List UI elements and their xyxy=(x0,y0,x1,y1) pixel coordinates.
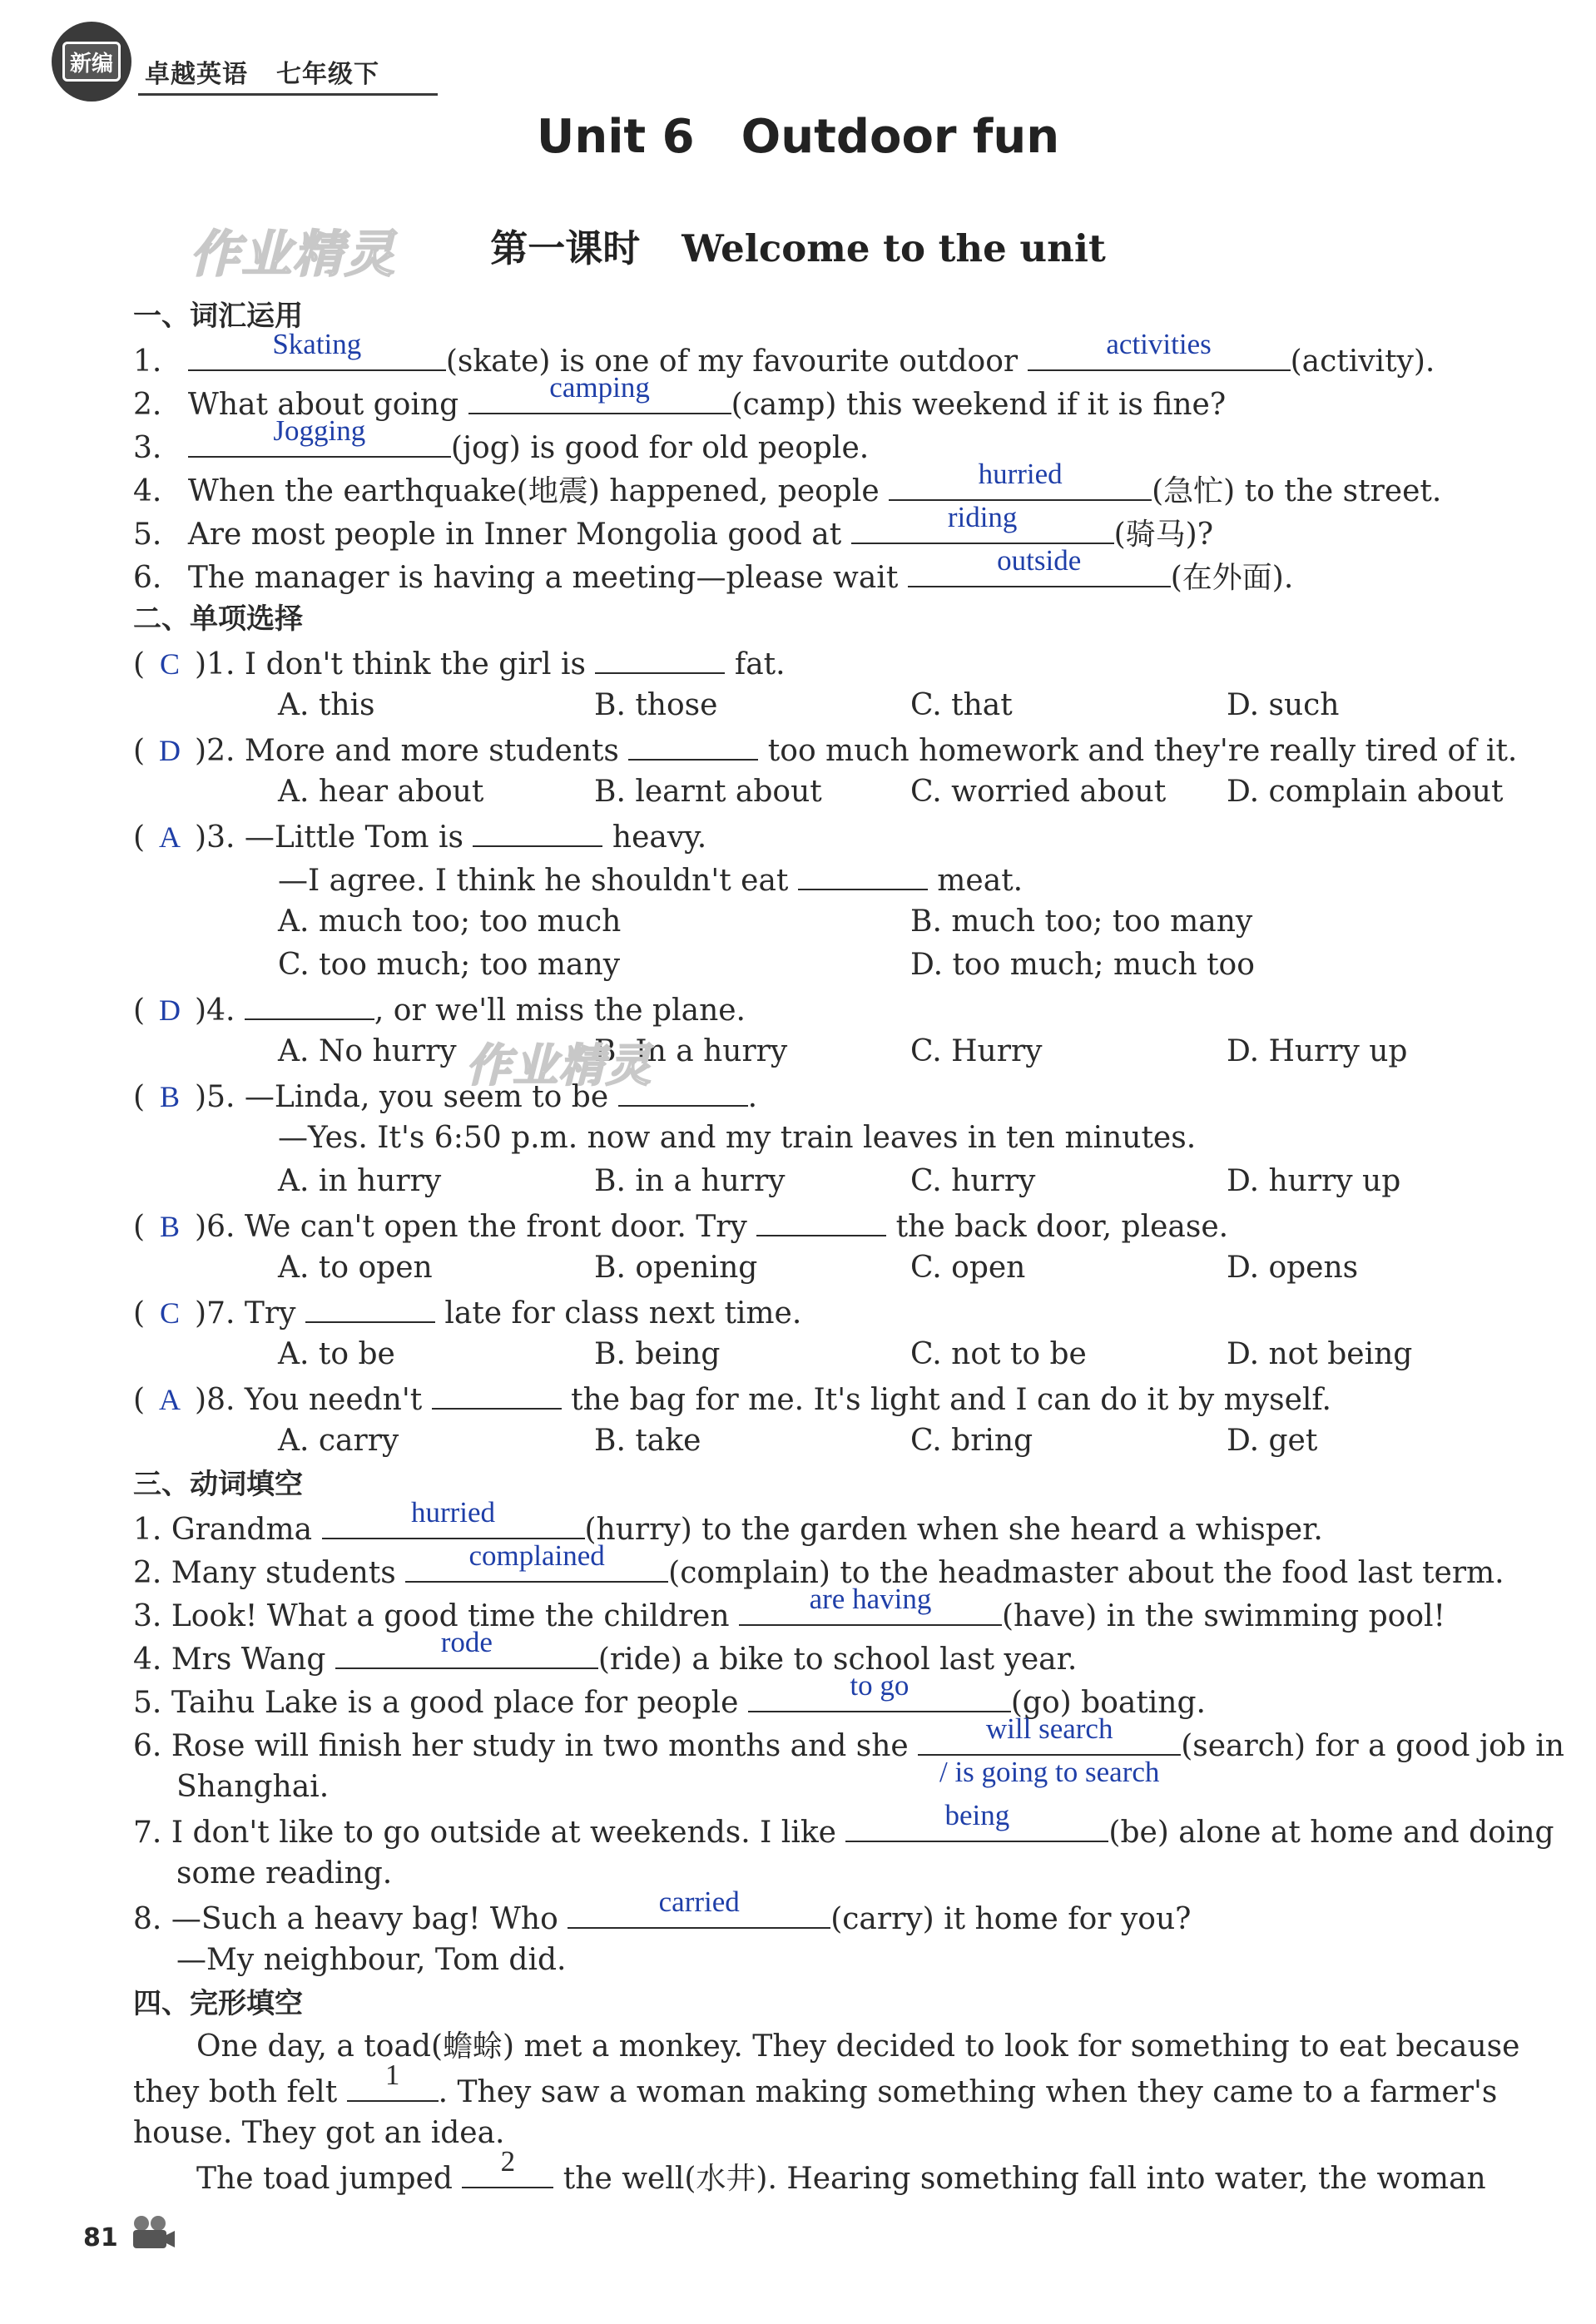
option: D. complain about xyxy=(1227,775,1504,809)
item-number: )2. xyxy=(195,734,235,768)
question-blank xyxy=(595,644,725,674)
item-number: )8. xyxy=(195,1383,235,1417)
question-text: —Yes. It's 6:50 p.m. now and my train leaves in ten minutes. xyxy=(278,1121,1197,1155)
cloze-blank xyxy=(347,2059,439,2102)
mc-question: ( D )2. More and more students too much homework and they're really tired of it. xyxy=(133,731,1517,770)
lesson-title xyxy=(0,218,1596,272)
question-text: too much homework and they're really tired of it. xyxy=(758,734,1518,768)
item-number: )3. xyxy=(195,820,235,855)
verb-item xyxy=(133,1583,1445,1635)
chosen-answer: C xyxy=(160,1296,181,1330)
item-text: (camp) this weekend if it is fine? xyxy=(731,388,1227,422)
question-text-line xyxy=(278,860,1023,899)
item-number: 7. xyxy=(133,1816,162,1850)
cloze-blank xyxy=(462,2145,553,2188)
chosen-answer: A xyxy=(159,820,181,854)
answer-blank xyxy=(405,1539,668,1583)
option: A. this xyxy=(278,688,375,722)
answer: hurried xyxy=(978,458,1063,490)
answer: rode xyxy=(440,1626,493,1658)
chosen-answer: C xyxy=(160,647,181,681)
mc-question: ( A )8. You needn't the bag for me. It's light and I can do it by myself. xyxy=(133,1380,1331,1419)
lesson-number: 第一课时 xyxy=(490,226,641,270)
blank-number: 2 xyxy=(500,2145,516,2178)
item-text: (be) alone at home and doing xyxy=(1108,1816,1554,1850)
lesson-name: Welcome to the unit xyxy=(682,226,1106,270)
chosen-answer: A xyxy=(159,1383,181,1416)
answer: hurried xyxy=(410,1496,496,1529)
cloze-text: One day, a toad(蟾蜍) met a monkey. They decided to look for something to eat because xyxy=(196,2029,1520,2064)
item-text: Look! What a good time the children xyxy=(171,1599,739,1633)
item-number: 8. xyxy=(133,1902,162,1936)
item-text: Shanghai. xyxy=(176,1770,330,1804)
verb-item xyxy=(133,1496,1323,1549)
question-text: We can't open the front door. Try xyxy=(244,1210,757,1244)
item-number: 2. xyxy=(133,1556,162,1590)
section-heading: 二、单项选择 xyxy=(133,602,303,636)
option: C. open xyxy=(910,1251,1026,1285)
cloze-text: . They saw a woman making something when they came to a farmer's xyxy=(438,2075,1498,2109)
answer-blank xyxy=(739,1583,1002,1626)
item-text: (have) in the swimming pool! xyxy=(1001,1599,1445,1633)
question-text: More and more students xyxy=(244,734,629,768)
item-number: 4. xyxy=(133,1643,162,1677)
grade-label: 七年级下 xyxy=(276,60,379,89)
answer-blank xyxy=(568,1885,830,1929)
series-title xyxy=(145,53,379,90)
answer: outside xyxy=(997,544,1082,577)
option: B. learnt about xyxy=(594,775,822,809)
cloze-line xyxy=(196,2145,1486,2198)
question-text: heavy. xyxy=(602,820,707,855)
option: B. in a hurry xyxy=(594,1164,786,1198)
item-number: 3. xyxy=(133,431,162,465)
question-text: —I agree. I think he shouldn't eat xyxy=(278,864,798,898)
answer-blank xyxy=(845,1799,1108,1842)
cloze-text: they both felt xyxy=(133,2075,347,2109)
mc-question: ( B )5. —Linda, you seem to be . xyxy=(133,1077,757,1116)
question-text: , or we'll miss the plane. xyxy=(374,994,746,1028)
option: B. much too; too many xyxy=(910,904,1253,939)
question-blank xyxy=(305,1293,435,1323)
answer-blank xyxy=(918,1712,1181,1788)
item-number: 5. xyxy=(133,1686,162,1720)
cloze-text: the well(水井). Hearing something fall into water, the woman xyxy=(553,2162,1486,2196)
item-text: (在外面). xyxy=(1170,561,1294,595)
unit-name: Outdoor fun xyxy=(741,110,1060,164)
option: D. too much; much too xyxy=(910,948,1255,982)
answer-blank xyxy=(908,544,1171,587)
camera-icon xyxy=(130,2213,176,2252)
verb-item xyxy=(133,1799,1554,1851)
item-number: 1. xyxy=(133,344,162,379)
question-text: meat. xyxy=(927,864,1024,898)
item-text: What about going xyxy=(187,388,468,422)
option: D. get xyxy=(1227,1424,1318,1458)
mc-question: ( A )3. —Little Tom is heavy. xyxy=(133,817,706,856)
answer: being xyxy=(944,1799,1010,1831)
question-text: the bag for me. It's light and I can do it by myself. xyxy=(561,1383,1331,1417)
item-text: Grandma xyxy=(171,1513,322,1547)
item-text: —Such a heavy bag! Who xyxy=(171,1902,568,1936)
page-number: 81 xyxy=(83,2223,118,2252)
option: A. much too; too much xyxy=(278,904,622,939)
option: D. not being xyxy=(1227,1337,1413,1371)
answer: complained xyxy=(468,1539,605,1572)
chosen-answer: B xyxy=(160,1080,181,1113)
question-blank xyxy=(618,1077,748,1107)
item-text: Many students xyxy=(171,1556,406,1590)
option: D. hurry up xyxy=(1227,1164,1401,1198)
answer-blank xyxy=(748,1669,1011,1712)
item-text: Rose will finish her study in two months and she xyxy=(171,1729,919,1763)
vocab-item xyxy=(133,414,870,467)
option: C. hurry xyxy=(910,1164,1036,1198)
item-text: (activity). xyxy=(1290,344,1435,379)
answer: will search xyxy=(985,1712,1113,1745)
item-text: (search) for a good job in xyxy=(1181,1729,1564,1763)
item-number: )6. xyxy=(195,1210,235,1244)
item-text: (hurry) to the garden when she heard a whisper. xyxy=(584,1513,1323,1547)
section-heading: 四、完形填空 xyxy=(133,1987,303,2020)
option: A. carry xyxy=(278,1424,399,1458)
chosen-answer: B xyxy=(160,1210,181,1243)
question-text: late for class next time. xyxy=(434,1296,802,1330)
question-blank xyxy=(798,860,928,890)
answer: carried xyxy=(658,1885,740,1918)
option: A. to open xyxy=(278,1251,433,1285)
page-header xyxy=(52,22,401,105)
option: A. hear about xyxy=(278,775,484,809)
question-text: Try xyxy=(244,1296,305,1330)
item-text: (骑马)? xyxy=(1113,518,1214,552)
item-text: (skate) is one of my favourite outdoor xyxy=(445,344,1028,379)
cloze-text: house. They got an idea. xyxy=(133,2116,505,2150)
item-text: Mrs Wang xyxy=(171,1643,335,1677)
chosen-answer: D xyxy=(159,994,181,1027)
item-number: )7. xyxy=(195,1296,235,1330)
item-text: —My neighbour, Tom did. xyxy=(176,1943,567,1977)
vocab-item xyxy=(133,544,1294,597)
item-number: )1. xyxy=(195,647,235,681)
option: B. take xyxy=(594,1424,701,1458)
item-text: (jog) is good for old people. xyxy=(450,431,870,465)
blank-number: 1 xyxy=(384,2059,400,2091)
watermark: 作业精灵 xyxy=(466,1039,652,1092)
question-text: fat. xyxy=(725,647,786,681)
unit-number: Unit 6 xyxy=(536,110,695,164)
item-number: 6. xyxy=(133,561,162,595)
question-blank xyxy=(756,1207,886,1236)
answer-blank xyxy=(468,371,731,414)
item-text: When the earthquake(地震) happened, people xyxy=(187,474,890,508)
answer-blank xyxy=(889,458,1152,501)
answer: to go xyxy=(850,1669,910,1702)
item-text: The manager is having a meeting—please wait xyxy=(187,561,908,595)
item-text: (complain) to the headmaster about the food last term. xyxy=(668,1556,1504,1590)
vocab-item xyxy=(133,458,1442,510)
question-text: I don't think the girl is xyxy=(244,647,596,681)
answer: camping xyxy=(549,371,650,404)
answer-blank xyxy=(322,1496,585,1539)
item-text: (ride) a bike to school last year. xyxy=(597,1643,1078,1677)
cloze-text: The toad jumped xyxy=(196,2162,463,2196)
item-number: )5. xyxy=(195,1080,235,1114)
item-text: (carry) it home for you? xyxy=(830,1902,1192,1936)
item-number: )4. xyxy=(195,994,235,1028)
series-logo xyxy=(52,22,131,102)
question-text: —Little Tom is xyxy=(244,820,473,855)
question-text: the back door, please. xyxy=(886,1210,1229,1244)
answer: Jogging xyxy=(273,414,366,447)
watermark: 作业精灵 xyxy=(190,225,396,284)
option: B. opening xyxy=(594,1251,758,1285)
item-text: Taihu Lake is a good place for people xyxy=(171,1686,748,1720)
question-blank xyxy=(628,731,758,761)
option: B. being xyxy=(594,1337,721,1371)
option: A. in hurry xyxy=(278,1164,442,1198)
option: A. No hurry xyxy=(278,1034,457,1068)
option: C. too much; too many xyxy=(278,948,621,982)
answer-blank xyxy=(188,328,446,371)
item-number: 1. xyxy=(133,1513,162,1547)
item-number: 4. xyxy=(133,474,162,508)
answer: riding xyxy=(947,501,1018,533)
mc-question: ( C )1. I don't think the girl is fat. xyxy=(133,644,786,683)
question-text: —Linda, you seem to be xyxy=(244,1080,618,1114)
answer-blank xyxy=(851,501,1114,544)
series-name: 卓越英语 xyxy=(145,60,248,89)
item-text: I don't like to go outside at weekends. I like xyxy=(171,1816,846,1850)
chosen-answer: D xyxy=(159,734,181,767)
answer: activities xyxy=(1106,328,1212,360)
section-heading: 三、动词填空 xyxy=(133,1468,303,1501)
option: C. worried about xyxy=(910,775,1167,809)
verb-item xyxy=(133,1885,1192,1938)
question-text: . xyxy=(747,1080,758,1114)
mc-question: ( C )7. Try late for class next time. xyxy=(133,1293,801,1332)
answer: Skating xyxy=(272,328,362,360)
mc-question: ( D )4. , or we'll miss the plane. xyxy=(133,990,746,1029)
option: A. to be xyxy=(278,1337,395,1371)
option: C. that xyxy=(910,688,1013,722)
item-number: 3. xyxy=(133,1599,162,1633)
option: C. Hurry xyxy=(910,1034,1043,1068)
answer-blank xyxy=(188,414,451,458)
section-heading: 一、词汇运用 xyxy=(133,300,303,333)
question-blank xyxy=(245,990,374,1020)
answer: are having xyxy=(809,1583,932,1615)
item-text: some reading. xyxy=(176,1856,393,1890)
item-text: Are most people in Inner Mongolia good at xyxy=(187,518,851,552)
vocab-item xyxy=(133,328,1435,380)
option: D. opens xyxy=(1227,1251,1359,1285)
option: B. those xyxy=(594,688,718,722)
option: B. In a hurry xyxy=(594,1034,788,1068)
item-text: (go) boating. xyxy=(1010,1686,1206,1720)
option: D. Hurry up xyxy=(1227,1034,1408,1068)
answer-blank xyxy=(335,1626,598,1669)
question-blank xyxy=(432,1380,562,1410)
question-text: You needn't xyxy=(244,1383,432,1417)
answer-alternative: / is going to search xyxy=(939,1756,1160,1788)
option: C. bring xyxy=(910,1424,1033,1458)
cloze-line xyxy=(133,2059,1498,2111)
question-blank xyxy=(473,817,602,847)
item-number: 2. xyxy=(133,388,162,422)
answer-blank xyxy=(1028,328,1291,371)
item-text: (急忙) to the street. xyxy=(1152,474,1442,508)
logo-text: 新编 xyxy=(69,51,113,77)
mc-question: ( B )6. We can't open the front door. Try the back door, please. xyxy=(133,1207,1228,1246)
unit-title xyxy=(0,110,1596,164)
option: D. such xyxy=(1227,688,1340,722)
item-number: 6. xyxy=(133,1729,162,1763)
item-number: 5. xyxy=(133,518,162,552)
option: C. not to be xyxy=(910,1337,1087,1371)
header-rule xyxy=(138,93,438,96)
